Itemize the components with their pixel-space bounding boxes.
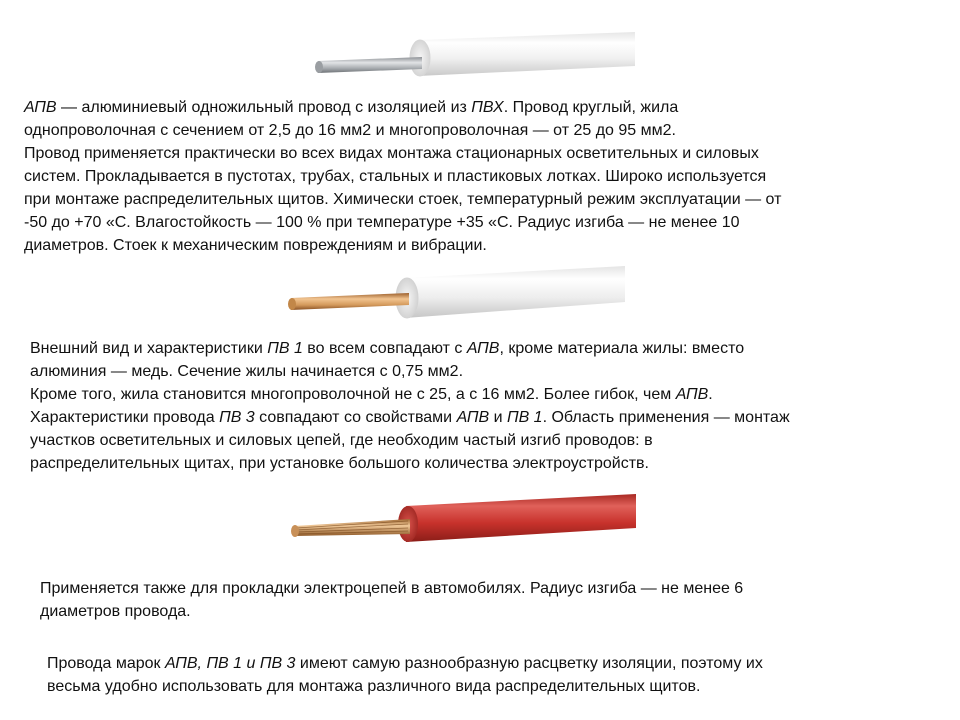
apv-insulation <box>418 32 635 76</box>
pv1-wire-image <box>285 262 630 326</box>
italic-term: АПВ <box>466 340 500 357</box>
text-run: участков осветительных и силовых цепей, где необходим частый изгиб проводов: в <box>30 432 653 449</box>
italic-term: ПВ 3 <box>219 409 255 426</box>
apv-text-line <box>24 119 781 142</box>
insulation-colors-note <box>47 652 763 698</box>
text-run: Внешний вид и характеристики <box>30 340 268 357</box>
apv-aluminium-core <box>318 57 422 73</box>
text-run: совпадают со свойствами <box>254 409 457 426</box>
text-run: во всем совпадают с <box>302 340 467 357</box>
italic-term: АПВ <box>24 99 57 116</box>
text-run: и <box>489 409 507 426</box>
text-run: алюминия — медь. Сечение жилы начинается с 0,75 мм2. <box>30 363 464 380</box>
apv-description <box>24 96 781 257</box>
text-run: распределительных щитах, при установке большого количества электроустройств. <box>30 455 649 472</box>
pv3-text-line <box>40 577 743 600</box>
italic-term: АПВ, ПВ 1 и ПВ 3 <box>164 655 296 672</box>
apv-text-line <box>24 234 781 257</box>
text-run: весьма удобно использовать для монтажа различного вида распределительных щитов. <box>47 678 701 695</box>
text-run: , кроме материала жилы: вместо <box>499 340 745 357</box>
text-run: Применяется также для прокладки электроцепей в автомобилях. Радиус изгиба — не менее 6 <box>40 580 744 597</box>
pv3-insulation <box>406 494 636 542</box>
pv3-description <box>40 577 743 623</box>
colors-text-line <box>47 652 763 675</box>
pv1-text-line <box>30 452 790 475</box>
text-run: . Область применения — монтаж <box>542 409 790 426</box>
text-run: при монтаже распределительных щитов. Химически стоек, температурный режим эксплуатации — от <box>24 191 782 208</box>
text-run: . Провод круглый, жила <box>503 99 679 116</box>
pv1-text-line <box>30 429 790 452</box>
pv1-text-line <box>30 337 790 360</box>
text-run: диаметров. Стоек к механическим повреждениям и вибрации. <box>24 237 487 254</box>
pv1-text-line <box>30 360 790 383</box>
apv-text-line <box>24 211 781 234</box>
text-run: . <box>708 386 713 403</box>
text-run: — алюминиевый одножильный провод с изоляцией из <box>56 99 472 116</box>
pv1-text-line <box>30 406 790 429</box>
italic-term: АПВ <box>675 386 709 403</box>
italic-term: ПВ 1 <box>506 409 543 426</box>
text-run: имеют самую разнообразную расцветку изоляции, поэтому их <box>295 655 763 672</box>
text-run: однопроволочная с сечением от 2,5 до 16 мм2 и многопроволочная — от 25 до 95 мм2. <box>24 122 676 139</box>
apv-text-line <box>24 96 781 119</box>
apv-text-line <box>24 188 781 211</box>
pv1-text-line <box>30 383 790 406</box>
pv1-description <box>30 337 790 475</box>
apv-text-line <box>24 165 781 188</box>
apv-wire-image <box>310 28 640 88</box>
text-run: Кроме того, жила становится многопроволочной не с 25, а с 16 мм2. Более гибок, чем <box>30 386 676 403</box>
text-run: диаметров провода. <box>40 603 191 620</box>
pv3-text-line <box>40 600 743 623</box>
pv1-copper-core <box>291 293 409 310</box>
text-run: систем. Прокладывается в пустотах, трубах, стальных и пластиковых лотках. Широко используется <box>24 168 767 185</box>
text-run: Провода марок <box>47 655 165 672</box>
pv1-insulation <box>405 266 625 318</box>
italic-term: АПВ <box>456 409 490 426</box>
text-run: Провод применяется практически во всех видах монтажа стационарных осветительных и силовых <box>24 145 759 162</box>
colors-text-line <box>47 675 763 698</box>
text-run: Характеристики провода <box>30 409 220 426</box>
italic-term: ПВХ <box>471 99 504 116</box>
pv3-wire-image <box>288 490 640 550</box>
apv-text-line <box>24 142 781 165</box>
text-run: -50 до +70 «С. Влагостойкость — 100 % при температуре +35 «С. Радиус изгиба — не менее 10 <box>24 214 740 231</box>
italic-term: ПВ 1 <box>267 340 303 357</box>
